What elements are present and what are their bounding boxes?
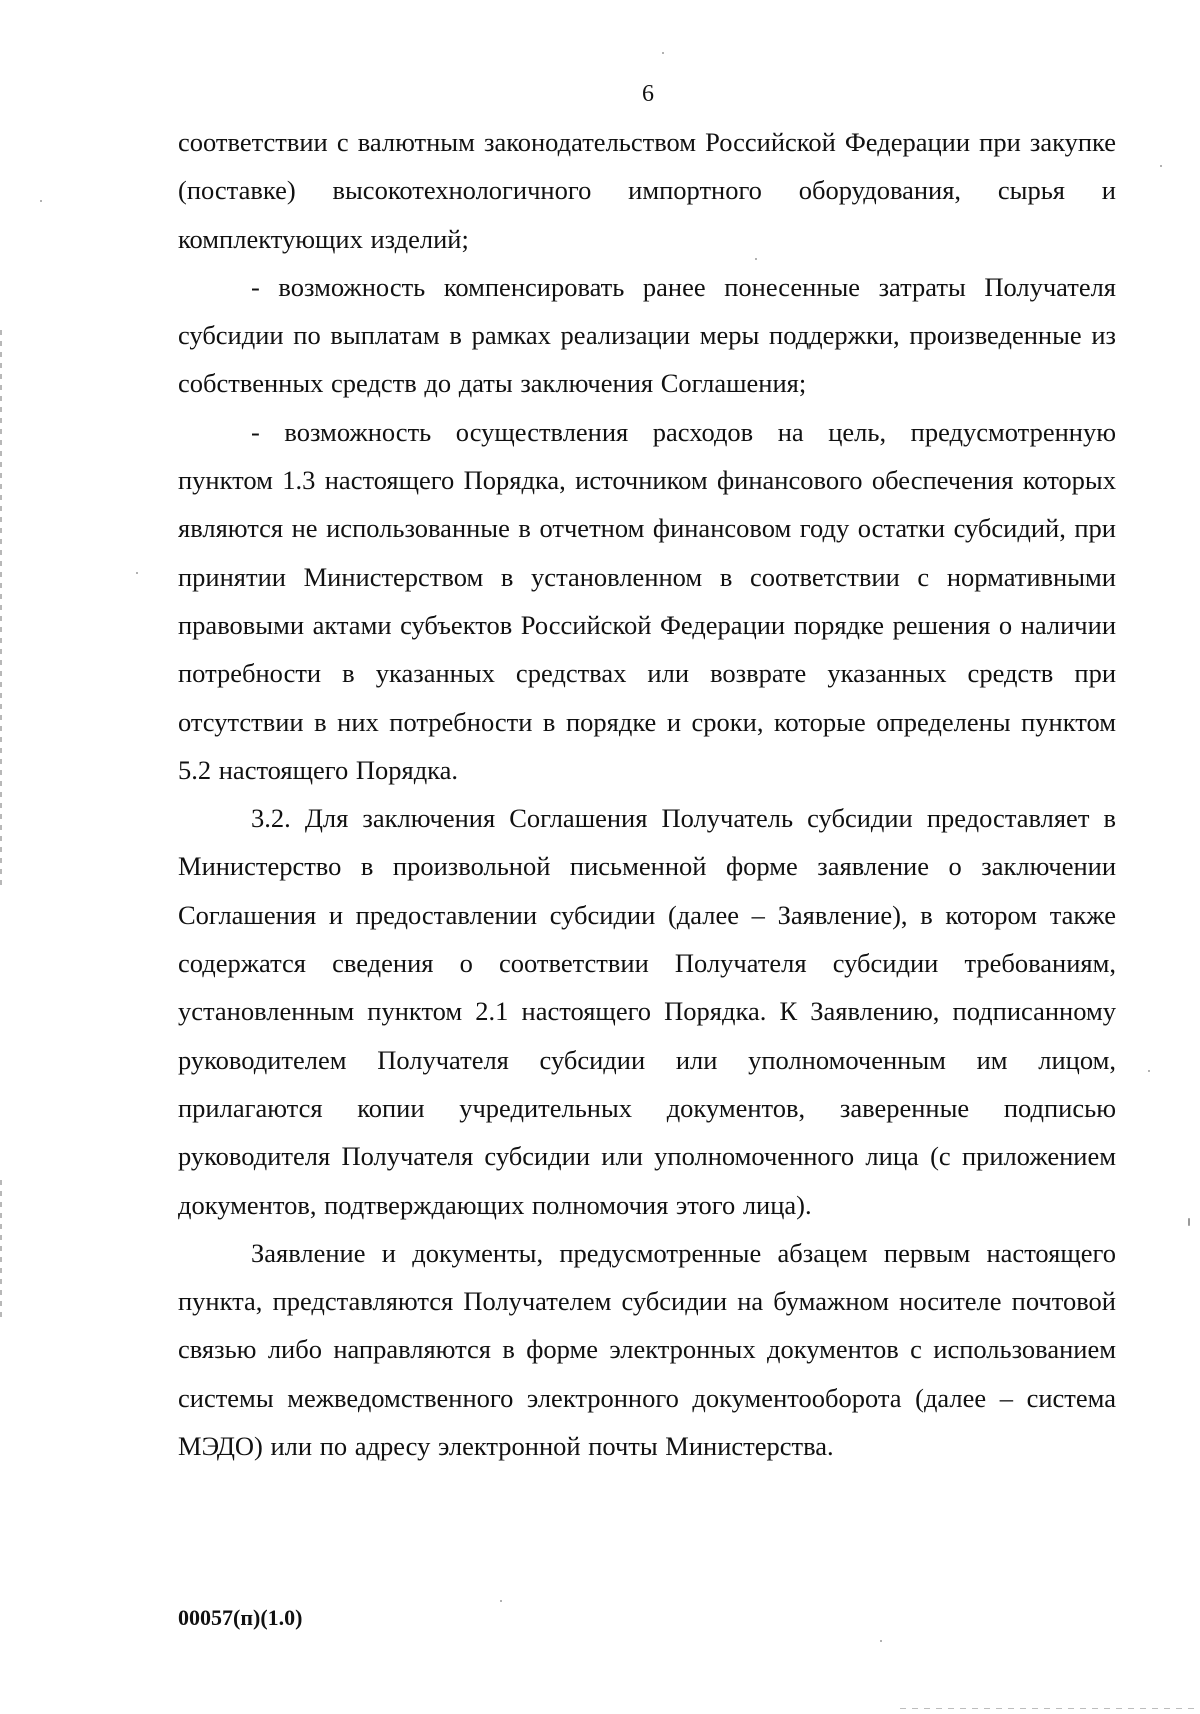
scan-edge-mark — [0, 330, 2, 890]
scan-speck — [1148, 1070, 1150, 1072]
document-body — [178, 118, 1116, 1470]
scan-speck — [500, 1600, 502, 1602]
scan-speck — [880, 1640, 882, 1642]
paragraph: - возможность осуществления расходов на цель, предусмотренную пунктом 1.3 настоящего Порядка, источником финансового обеспечения которых являются не использованные в отчетном финансовом году остатки субсидий, при принятии Министерством в установленном в соответствии с нормативными правовыми актами субъектов Российской Федерации порядке решения о наличии потребности в указанных средствах или возврате указанных средств при отсутствии в них потребности в порядке и сроки, которые определены пунктом 5.2 настоящего Порядка. — [178, 416, 1116, 785]
paragraph: соответствии с валютным законодательством Российской Федерации при закупке (поставке) высокотехнологичного импортного оборудования, сырья и комплектующих изделий; — [178, 127, 1116, 254]
page-number: 6 — [642, 81, 654, 107]
document-code: 00057(п)(1.0) — [178, 1605, 303, 1630]
scan-speck — [662, 52, 664, 54]
scan-speck — [40, 200, 42, 202]
scan-speck — [136, 572, 138, 574]
paragraph: 3.2. Для заключения Соглашения Получатель субсидии предоставляет в Министерство в произвольной письменной форме заявление о заключении Соглашения и предоставлении субсидии (далее – Заявление), в котором также содержатся сведения о соответствии Получателя субсидии требованиям, установленным пунктом 2.1 настоящего Порядка. К Заявлению, подписанному руководителем Получателя субсидии или уполномоченным им лицом, прилагаются копии учредительных документов, заверенные подписью руководителя Получателя субсидии или уполномоченного лица (с приложением документов, подтверждающих полномочия этого лица). — [178, 803, 1116, 1220]
scan-speck — [1160, 165, 1162, 167]
scan-bottom-rule — [900, 1708, 1200, 1709]
paragraph: Заявление и документы, предусмотренные абзацем первым настоящего пункта, представляются Получателем субсидии на бумажном носителе почтовой связью либо направляются в форме электронных документов с использованием системы межведомственного электронного документооборота (далее – система МЭДО) или по адресу электронной почты Министерства. — [178, 1237, 1116, 1462]
paragraph: - возможность компенсировать ранее понесенные затраты Получателя субсидии по выплатам в рамках реализации меры поддержки, произведенные из собственных средств до даты заключения Соглашения; — [178, 271, 1116, 399]
scan-speck — [1188, 1218, 1190, 1226]
scan-edge-mark — [0, 1180, 2, 1320]
